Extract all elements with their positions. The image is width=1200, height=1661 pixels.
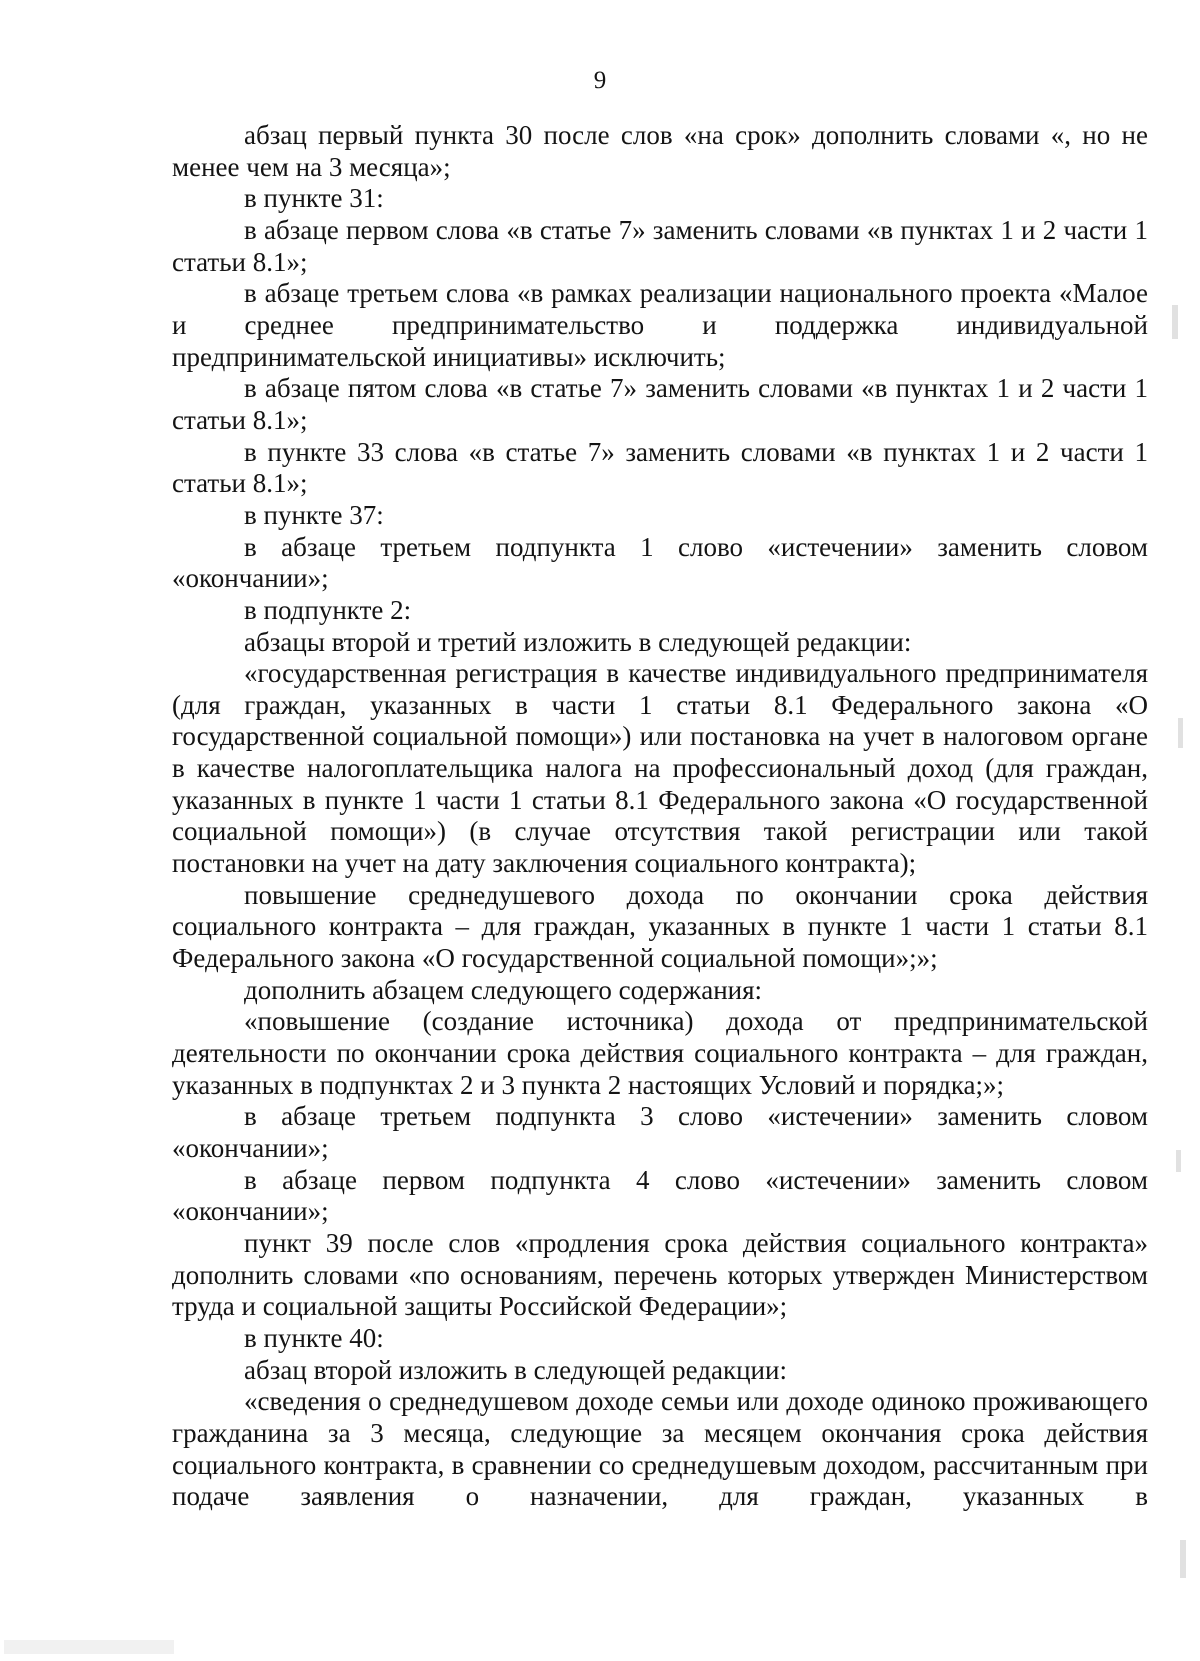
- paragraph: повышение среднедушевого дохода по окончании срока действия социального контракта – для граждан, указанных в пункте 1 части 1 статьи 8.1 Федерального закона «О государственной социальной помощи»;»;: [172, 879, 1148, 974]
- paragraph: в абзаце третьем подпункта 3 слово «истечении» заменить словом «окончании»;: [172, 1101, 1148, 1163]
- paragraph: в пункте 33 слова «в статье 7» заменить словами «в пунктах 1 и 2 части 1 статьи 8.1»;: [172, 436, 1148, 499]
- paragraph: абзац первый пункта 30 после слов «на срок» дополнить словами «, но не менее чем на 3 месяца»;: [172, 120, 1148, 182]
- paragraph: «государственная регистрация в качестве индивидуального предпринимателя (для граждан, указанных в части 1 статьи 8.1 Федерального закона «О государственной социальной помощи») или постановка на учет в налоговом органе в качестве налогоплательщика налога на профессиональный доход (для граждан, указанных в пункте 1 части 1 статьи 8.1 Федерального закона «О государственной социальной помощи») (в случае отсутствия такой регистрации или такой постановки на учет на дату заключения социального контракта);: [172, 658, 1148, 879]
- paragraph: в абзаце третьем подпункта 1 слово «истечении» заменить словом «окончании»;: [172, 531, 1148, 594]
- paragraph: в пункте 40:: [244, 1322, 384, 1353]
- paragraph: в пункте 37:: [244, 499, 384, 530]
- scan-artifact: [1178, 718, 1183, 748]
- paragraph: в пункте 31:: [244, 183, 384, 214]
- scan-artifact: [1172, 305, 1178, 339]
- paragraph: в абзаце первом слова «в статье 7» заменить словами «в пунктах 1 и 2 части 1 статьи 8.1»;: [172, 214, 1148, 277]
- paragraph: в абзаце третьем слова «в рамках реализации национального проекта «Малое и среднее предпринимательство и поддержка индивидуальной предпринимательской инициативы» исключить;: [172, 278, 1148, 372]
- paragraph: в абзаце первом подпункта 4 слово «истечении» заменить словом «окончании»;: [172, 1164, 1148, 1227]
- paragraph: «повышение (создание источника) дохода от предпринимательской деятельности по окончании срока действия социального контракта – для граждан, указанных в подпунктах 2 и 3 пункта 2 настоящих Условий и порядка;»;: [172, 1006, 1148, 1100]
- scan-artifact: [1180, 1540, 1186, 1578]
- paragraph: в абзаце пятом слова «в статье 7» заменить словами «в пунктах 1 и 2 части 1 статьи 8.1»;: [172, 373, 1148, 435]
- paragraph: в подпункте 2:: [244, 594, 412, 625]
- scan-artifact: [1176, 1150, 1181, 1172]
- paragraph: пункт 39 после слов «продления срока действия социального контракта» дополнить словами «по основаниям, перечень которых утвержден Министерством труда и социальной защиты Российской Федерации»;: [172, 1227, 1148, 1322]
- paragraph: абзацы второй и третий изложить в следующей редакции:: [244, 626, 912, 657]
- paragraph: абзац второй изложить в следующей редакции:: [244, 1354, 787, 1385]
- page-number: 9: [593, 67, 607, 94]
- paragraph: «сведения о среднедушевом доходе семьи или доходе одиноко проживающего гражданина за 3 месяца, следующие за месяцем окончания срока действия социального контракта, в сравнении со среднедушевым доходом, рассчитанным при подаче заявления о назначении, для граждан, указанных в: [172, 1386, 1148, 1512]
- scan-artifact: [4, 1640, 174, 1654]
- document-body: [172, 120, 1148, 1513]
- paragraph: дополнить абзацем следующего содержания:: [244, 974, 763, 1005]
